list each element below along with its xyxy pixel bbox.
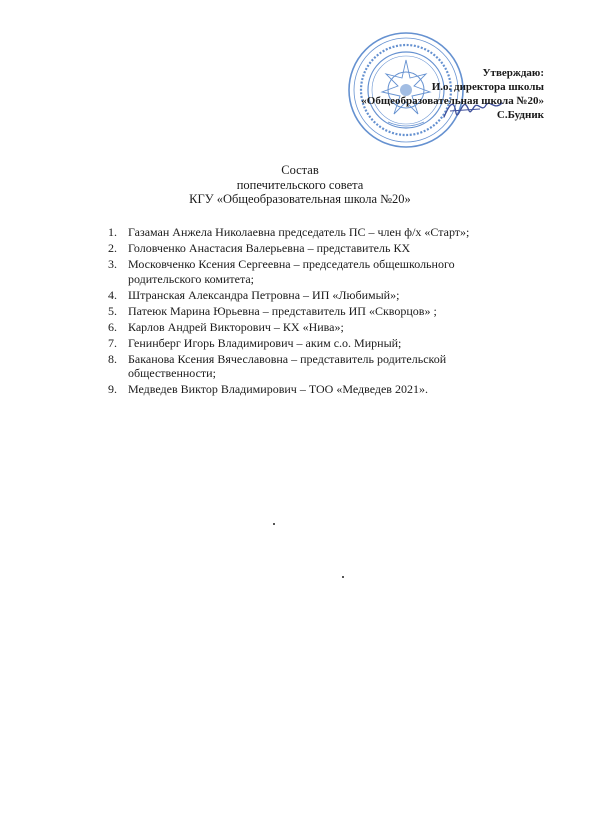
title-line-1: Состав	[281, 163, 319, 177]
council-members-list	[108, 225, 508, 398]
item-text: Медведев Виктор Владимирович – ТОО «Медведев 2021».	[128, 382, 428, 396]
title-line-3: КГУ «Общеобразовательная школа №20»	[189, 192, 411, 206]
item-text: Карлов Андрей Викторович – КХ «Нива»;	[128, 319, 344, 334]
item-text: Газаман Анжела Николаевна председатель ПС – член ф/х «Старт»;	[128, 225, 470, 239]
list-item	[108, 257, 508, 286]
approval-position: И.о. директора школы	[431, 81, 544, 93]
item-text: Головченко Анастасия Валерьевна – представитель КХ	[128, 241, 411, 255]
item-text: Штранская Александра Петровна – ИП «Любимый»;	[128, 287, 400, 302]
item-number: 7.	[108, 335, 117, 350]
list-item	[108, 336, 508, 351]
item-number: 1.	[108, 225, 117, 239]
document-title	[0, 163, 600, 207]
item-number: 3.	[108, 257, 117, 271]
item-number: 5.	[108, 303, 117, 318]
list-item	[108, 304, 508, 319]
item-number: 4.	[108, 287, 117, 302]
item-number: 2.	[108, 241, 117, 255]
list-item	[108, 382, 508, 397]
item-text: Генинберг Игорь Владимирович – аким с.о. Мирный;	[128, 335, 402, 350]
approval-signatory: С.Будник	[496, 109, 544, 121]
item-text: Баканова Ксения Вячеславовна – представитель родительской общественности;	[128, 351, 447, 380]
item-number: 9.	[108, 382, 117, 396]
list-item	[108, 288, 508, 303]
item-number: 8.	[108, 351, 117, 366]
list-item	[108, 241, 508, 256]
list-item	[108, 225, 508, 240]
item-text: Патеюк Марина Юрьевна – представитель ИП «Скворцов» ;	[128, 303, 437, 318]
scan-speck	[273, 523, 275, 525]
list-item	[108, 352, 508, 381]
item-number: 6.	[108, 319, 117, 334]
approval-heading: Утверждаю:	[482, 67, 544, 79]
item-text: Московченко Ксения Сергеевна – председатель общешкольного родительского комитета;	[128, 257, 455, 286]
approval-school-name: «Общеобразовательная школа №20»	[361, 95, 544, 107]
list-item	[108, 320, 508, 335]
approval-block	[304, 66, 544, 122]
title-line-2: попечительского совета	[236, 177, 364, 192]
scan-speck	[342, 576, 344, 578]
